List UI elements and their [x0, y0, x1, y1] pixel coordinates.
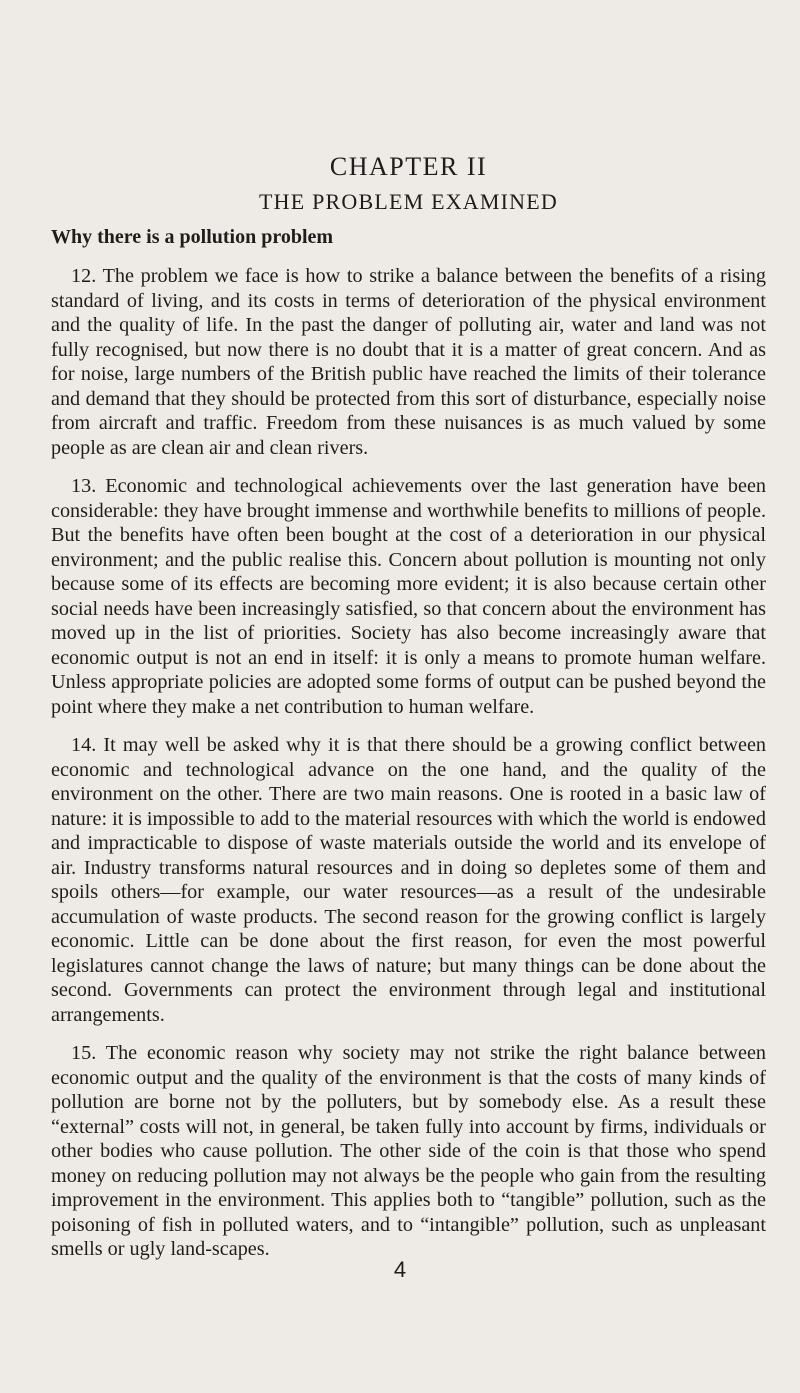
paragraph-14: 14. It may well be asked why it is that there should be a growing conflict between economic and technological advance on the one hand, and the quality of the environment on the other. There are two main reasons. One is rooted in a basic law of nature: it is impossible to add to the material resources with which the world is endowed and impracticable to dispose of waste materials outside the world and its envelope of air. Industry transforms natural resources and in doing so depletes some of them and spoils others—for example, our water resources—as a result of the undesirable accumulation of waste products. The second reason for the growing conflict is largely economic. Little can be done about the first reason, for even the most powerful legislatures cannot change the laws of nature; but many things can be done about the second. Governments can protect the environment through legal and institutional arrangements.: [51, 734, 766, 1026]
chapter-title: CHAPTER II: [329, 152, 488, 181]
chapter-subtitle: THE PROBLEM EXAMINED: [259, 189, 558, 214]
page-number: 4: [393, 1257, 407, 1282]
paragraph-12: 12. The problem we face is how to strike a balance between the benefits of a rising standard of living, and its costs in terms of deterioration of the physical environment and the quality of life. In the past the danger of polluting air, water and land was not fully recognised, but now there is no doubt that it is a matter of great concern. And as for noise, large numbers of the British public have reached the limits of their tolerance and demand that they should be protected from this sort of disturbance, especially noise from aircraft and traffic. Freedom from these nuisances is as much valued by some people as are clean air and clean rivers.: [51, 265, 766, 459]
paragraph-13: 13. Economic and technological achievements over the last generation have been considerable: they have brought immense and worthwhile benefits to millions of people. But the benefits have often been bought at the cost of a deterioration in our physical environment; and the public realise this. Concern about pollution is mounting not only because some of its effects are becoming more evident; it is also because certain other social needs have been increasingly satisfied, so that concern about the environment has moved up in the list of priorities. Society has also become increasingly aware that economic output is not an end in itself: it is only a means to promote human welfare. Unless appropriate policies are adopted some forms of output can be pushed beyond the point where they make a net contribution to human welfare.: [51, 475, 766, 718]
paragraph-15: 15. The economic reason why society may not strike the right balance between economic output and the quality of the environment is that the costs of many kinds of pollution are borne not by the polluters, but by somebody else. As a result these “external” costs will not, in general, be taken fully into account by firms, individuals or other bodies who cause pollution. The other side of the coin is that those who spend money on reducing pollution may not always be the people who gain from the resulting improvement in the environment. This applies both to “tangible” pollution, such as the poisoning of fish in polluted waters, and to “intangible” pollution, such as unpleasant smells or ugly land-scapes.: [51, 1042, 766, 1260]
section-heading: Why there is a pollution problem: [51, 226, 334, 248]
